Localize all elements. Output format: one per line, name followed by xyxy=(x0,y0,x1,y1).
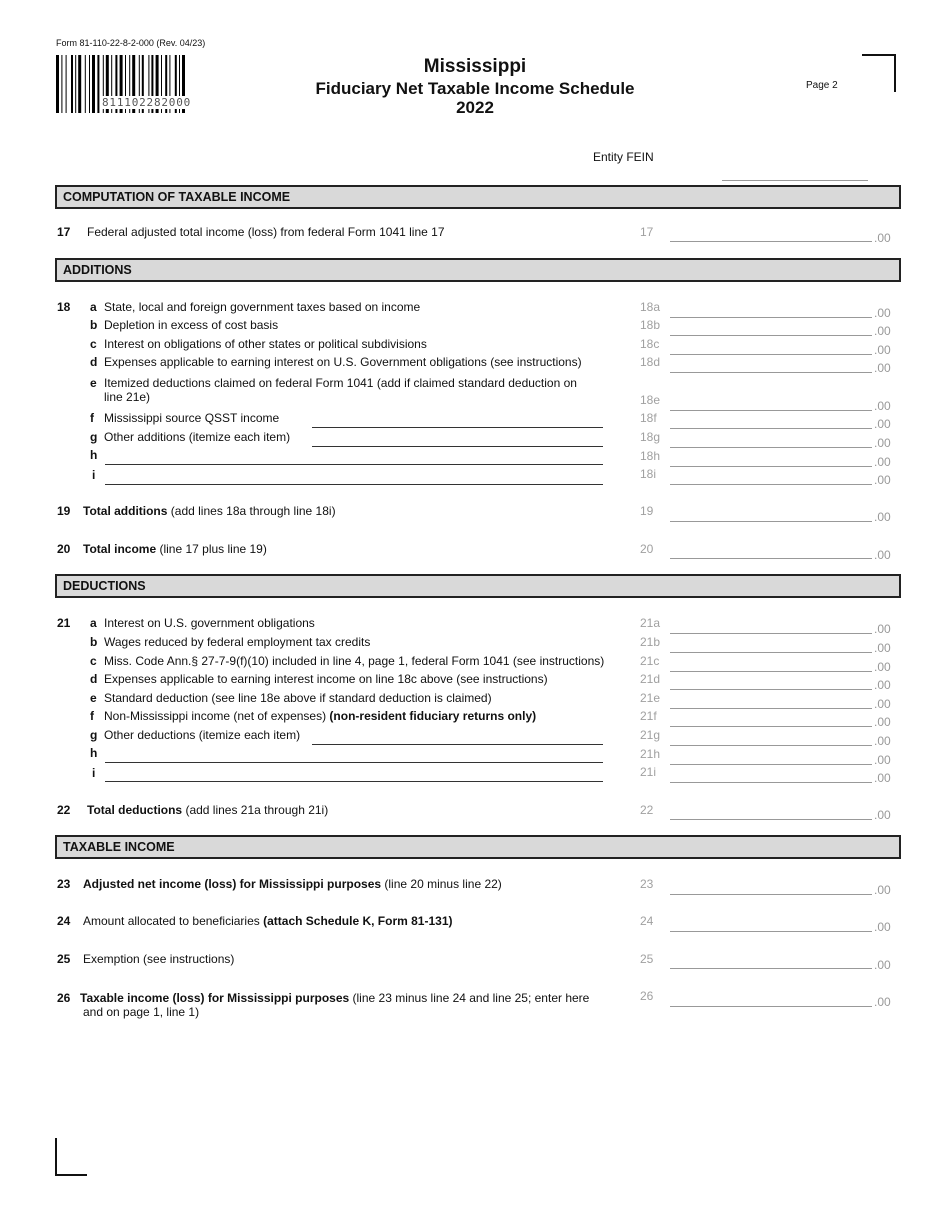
line-18g-itemize-field[interactable] xyxy=(312,446,603,447)
line-18c-description: Interest on obligations of other states or political subdivisions xyxy=(104,337,427,351)
line-24-description: Amount allocated to beneficiaries (attach Schedule K, Form 81-131) xyxy=(83,914,453,928)
cents-suffix: .00 xyxy=(874,548,891,562)
cents-suffix: .00 xyxy=(874,771,891,785)
line-21i-amount[interactable] xyxy=(670,769,872,783)
line-21g-description: Other deductions (itemize each item) xyxy=(104,728,301,742)
cents-suffix: .00 xyxy=(874,510,891,524)
line-19-amount[interactable] xyxy=(670,508,872,522)
barcode-number: 811102282000 xyxy=(102,96,192,109)
barcode-bar xyxy=(78,55,81,113)
line-number: 21 xyxy=(57,616,71,630)
line-26-amount[interactable] xyxy=(670,993,872,1007)
line-number: 20 xyxy=(57,542,71,556)
line-ref: 18a xyxy=(640,300,661,314)
crop-mark xyxy=(894,54,896,92)
cents-suffix: .00 xyxy=(874,995,891,1009)
cents-suffix: .00 xyxy=(874,343,891,357)
cents-suffix: .00 xyxy=(874,455,891,469)
form-year: 2022 xyxy=(456,98,494,117)
line-21g-amount[interactable] xyxy=(670,732,872,746)
barcode-bar xyxy=(61,55,62,113)
entity-fein-label: Entity FEIN xyxy=(593,150,654,164)
line-number: 23 xyxy=(57,877,71,891)
line-18c-amount[interactable] xyxy=(670,341,872,355)
line-number: 24 xyxy=(57,914,71,928)
line-18h-itemize-field[interactable] xyxy=(105,464,603,465)
line-letter: g xyxy=(90,728,98,742)
line-ref: 17 xyxy=(640,225,654,239)
cents-suffix: .00 xyxy=(874,306,891,320)
line-21b-amount[interactable] xyxy=(670,639,872,653)
line-21e-description: Standard deduction (see line 18e above if standard deduction is claimed) xyxy=(104,691,492,705)
line-ref: 18d xyxy=(640,355,661,369)
cents-suffix: .00 xyxy=(874,622,891,636)
cents-suffix: .00 xyxy=(874,231,891,245)
line-26-description-cont: and on page 1, line 1) xyxy=(83,1005,200,1019)
line-letter: f xyxy=(90,411,94,425)
line-letter: e xyxy=(90,691,97,705)
cents-suffix: .00 xyxy=(874,678,891,692)
line-18e-description: Itemized deductions claimed on federal Form 1041 (add if claimed standard deduction on xyxy=(104,376,577,390)
entity-fein-field[interactable] xyxy=(722,166,868,181)
crop-mark xyxy=(55,1174,87,1176)
line-22-description: Total deductions (add lines 21a through 21i) xyxy=(87,803,329,817)
line-18f-description: Mississippi source QSST income xyxy=(104,411,280,425)
line-21d-amount[interactable] xyxy=(670,676,872,690)
line-ref: 18i xyxy=(640,467,657,481)
line-18a-amount[interactable] xyxy=(670,304,872,318)
line-letter: a xyxy=(90,616,97,630)
line-letter: b xyxy=(90,635,98,649)
line-18i-itemize-field[interactable] xyxy=(105,484,603,485)
section-header-taxable-income: TAXABLE INCOME xyxy=(55,835,901,859)
line-number: 17 xyxy=(57,225,71,239)
line-18f-source-field[interactable] xyxy=(312,427,603,428)
line-number: 18 xyxy=(57,300,71,314)
line-26-description: Taxable income (loss) for Mississippi purposes (line 23 minus line 24 and line 25; enter here xyxy=(80,991,590,1005)
line-letter: b xyxy=(90,318,98,332)
line-letter: e xyxy=(90,376,97,390)
line-18d-amount[interactable] xyxy=(670,359,872,373)
line-18e-amount[interactable] xyxy=(670,397,872,411)
line-21g-itemize-field[interactable] xyxy=(312,744,603,745)
cents-suffix: .00 xyxy=(874,958,891,972)
line-18d-description: Expenses applicable to earning interest on U.S. Government obligations (see instructions) xyxy=(104,355,582,369)
line-letter: g xyxy=(90,430,98,444)
line-18h-amount[interactable] xyxy=(670,453,872,467)
cents-suffix: .00 xyxy=(874,715,891,729)
line-ref: 21h xyxy=(640,747,661,761)
form-title: Fiduciary Net Taxable Income Schedule xyxy=(315,79,635,98)
line-letter: d xyxy=(90,672,98,686)
line-ref: 19 xyxy=(640,504,654,518)
line-21h-itemize-field[interactable] xyxy=(105,762,603,763)
cents-suffix: .00 xyxy=(874,417,891,431)
line-18g-description: Other additions (itemize each item) xyxy=(104,430,291,444)
line-ref: 18h xyxy=(640,449,661,463)
line-21c-amount[interactable] xyxy=(670,658,872,672)
cents-suffix: .00 xyxy=(874,753,891,767)
line-21a-amount[interactable] xyxy=(670,620,872,634)
barcode-bar xyxy=(56,55,59,113)
barcode-bar xyxy=(71,55,73,113)
line-ref: 21b xyxy=(640,635,661,649)
cents-suffix: .00 xyxy=(874,697,891,711)
line-letter: h xyxy=(90,746,98,760)
line-ref: 23 xyxy=(640,877,654,891)
line-22-amount[interactable] xyxy=(670,806,872,820)
cents-suffix: .00 xyxy=(874,641,891,655)
line-ref: 21e xyxy=(640,691,661,705)
line-ref: 18g xyxy=(640,430,661,444)
line-17-description: Federal adjusted total income (loss) from federal Form 1041 line 17 xyxy=(87,225,445,239)
barcode-bar xyxy=(85,55,86,113)
line-21e-amount[interactable] xyxy=(670,695,872,709)
line-ref: 21g xyxy=(640,728,661,742)
line-23-amount[interactable] xyxy=(670,881,872,895)
line-18f-amount[interactable] xyxy=(670,415,872,429)
line-24-amount[interactable] xyxy=(670,918,872,932)
line-letter: c xyxy=(90,654,97,668)
page-number: Page 2 xyxy=(806,80,838,91)
cents-suffix: .00 xyxy=(874,399,891,413)
line-ref: 21d xyxy=(640,672,661,686)
form-title-state: Mississippi xyxy=(423,56,527,77)
line-21d-description: Expenses applicable to earning interest income on line 18c above (see instructions) xyxy=(104,672,548,686)
line-ref: 21a xyxy=(640,616,661,630)
line-ref: 18b xyxy=(640,318,661,332)
barcode-bar xyxy=(92,55,95,113)
line-21c-description: Miss. Code Ann.§ 27-7-9(f)(10) included in line 4, page 1, federal Form 1041 (see instructions) xyxy=(104,654,605,668)
section-header-deductions: DEDUCTIONS xyxy=(55,574,901,598)
line-18b-amount[interactable] xyxy=(670,322,872,336)
line-number: 26 xyxy=(57,991,71,1005)
crop-mark xyxy=(862,54,896,56)
line-ref: 18e xyxy=(640,393,661,407)
line-ref: 24 xyxy=(640,914,654,928)
line-ref: 22 xyxy=(640,803,654,817)
barcode-bar xyxy=(75,55,76,113)
cents-suffix: .00 xyxy=(874,734,891,748)
line-letter: d xyxy=(90,355,98,369)
line-21f-description: Non-Mississippi income (net of expenses) (non-resident fiduciary returns only) xyxy=(104,709,537,723)
form-number: Form 81-110-22-8-2-000 (Rev. 04/23) xyxy=(56,38,206,48)
cents-suffix: .00 xyxy=(874,920,891,934)
line-21b-description: Wages reduced by federal employment tax credits xyxy=(104,635,371,649)
line-23-description: Adjusted net income (loss) for Mississippi purposes (line 20 minus line 22) xyxy=(83,877,502,891)
line-18i-amount[interactable] xyxy=(670,471,872,485)
cents-suffix: .00 xyxy=(874,473,891,487)
line-letter: a xyxy=(90,300,97,314)
cents-suffix: .00 xyxy=(874,324,891,338)
cents-suffix: .00 xyxy=(874,883,891,897)
line-18a-description: State, local and foreign government taxes based on income xyxy=(104,300,421,314)
cents-suffix: .00 xyxy=(874,436,891,450)
cents-suffix: .00 xyxy=(874,660,891,674)
line-17-amount[interactable] xyxy=(670,228,872,242)
line-21a-description: Interest on U.S. government obligations xyxy=(104,616,315,630)
line-letter: c xyxy=(90,337,97,351)
crop-mark xyxy=(55,1138,57,1176)
line-20-amount[interactable] xyxy=(670,545,872,559)
line-letter: h xyxy=(90,448,98,462)
line-20-description: Total income (line 17 plus line 19) xyxy=(83,542,267,556)
line-25-amount[interactable] xyxy=(670,955,872,969)
cents-suffix: .00 xyxy=(874,808,891,822)
line-number: 25 xyxy=(57,952,71,966)
line-21f-amount[interactable] xyxy=(670,713,872,727)
section-header-computation: COMPUTATION OF TAXABLE INCOME xyxy=(55,185,901,209)
line-letter: f xyxy=(90,709,94,723)
barcode-bar xyxy=(89,55,90,113)
line-18b-description: Depletion in excess of cost basis xyxy=(104,318,279,332)
line-ref: 21f xyxy=(640,709,657,723)
line-letter: i xyxy=(92,468,96,482)
line-ref: 18f xyxy=(640,411,657,425)
section-header-additions: ADDITIONS xyxy=(55,258,901,282)
line-ref: 25 xyxy=(640,952,654,966)
line-ref: 20 xyxy=(640,542,654,556)
line-ref: 26 xyxy=(640,989,654,1003)
line-letter: i xyxy=(92,766,96,780)
line-number: 22 xyxy=(57,803,71,817)
line-18g-amount[interactable] xyxy=(670,434,872,448)
barcode-bar xyxy=(66,55,67,113)
line-number: 19 xyxy=(57,504,71,518)
line-21i-itemize-field[interactable] xyxy=(105,781,603,782)
line-25-description: Exemption (see instructions) xyxy=(83,952,235,966)
line-ref: 21c xyxy=(640,654,660,668)
line-19-description: Total additions (add lines 18a through line 18i) xyxy=(83,504,336,518)
line-18e-description-cont: line 21e) xyxy=(104,390,151,404)
cents-suffix: .00 xyxy=(874,361,891,375)
line-ref: 18c xyxy=(640,337,660,351)
line-21h-amount[interactable] xyxy=(670,751,872,765)
line-ref: 21i xyxy=(640,765,657,779)
